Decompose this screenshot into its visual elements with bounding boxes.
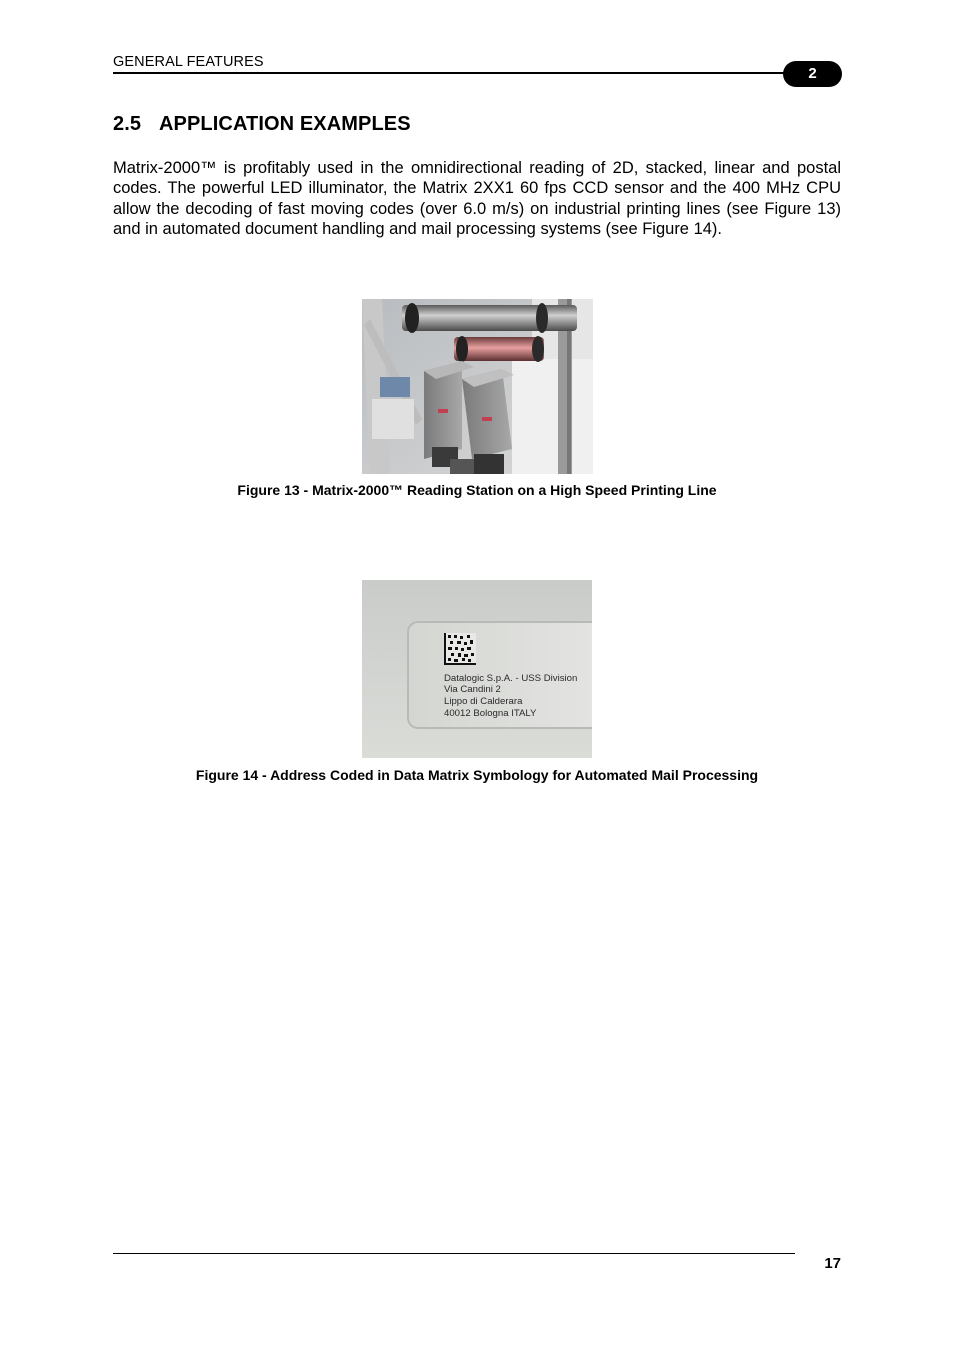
running-header-title: GENERAL FEATURES	[113, 54, 264, 70]
figure-13-caption: Figure 13 - Matrix-2000™ Reading Station on a High Speed Printing Line	[237, 482, 717, 498]
section-title: APPLICATION EXAMPLES	[159, 113, 411, 135]
data-matrix-icon	[444, 633, 476, 665]
address-line-1: Datalogic S.p.A. - USS Division	[444, 673, 578, 684]
address-line-2: Via Candini 2	[444, 684, 501, 695]
body-paragraph: Matrix-2000™ is profitably used in the omnidirectional reading of 2D, stacked, linear and postal codes. The powerful LED illuminator, the Matrix 2XX1 60 fps CCD sensor and the 400 MHz CPU allow the decoding of fast moving codes (over 6.0 m/s) on industrial printing lines (see Figure 13) and in automated document handling and mail processing systems (see Figure 14).	[113, 159, 841, 239]
footer-rule	[113, 1253, 795, 1254]
chapter-badge: 2	[783, 61, 842, 87]
page-number: 17	[824, 1255, 841, 1272]
section-heading	[113, 113, 411, 136]
address-line-3: Lippo di Calderara	[444, 696, 523, 707]
figure-14-photo	[362, 580, 592, 758]
figure-14-caption: Figure 14 - Address Coded in Data Matrix Symbology for Automated Mail Processing	[195, 767, 759, 783]
figure-13-photo	[362, 299, 593, 474]
header-rule	[113, 72, 813, 74]
section-number: 2.5	[113, 113, 142, 135]
address-line-4: 40012 Bologna ITALY	[444, 708, 537, 719]
